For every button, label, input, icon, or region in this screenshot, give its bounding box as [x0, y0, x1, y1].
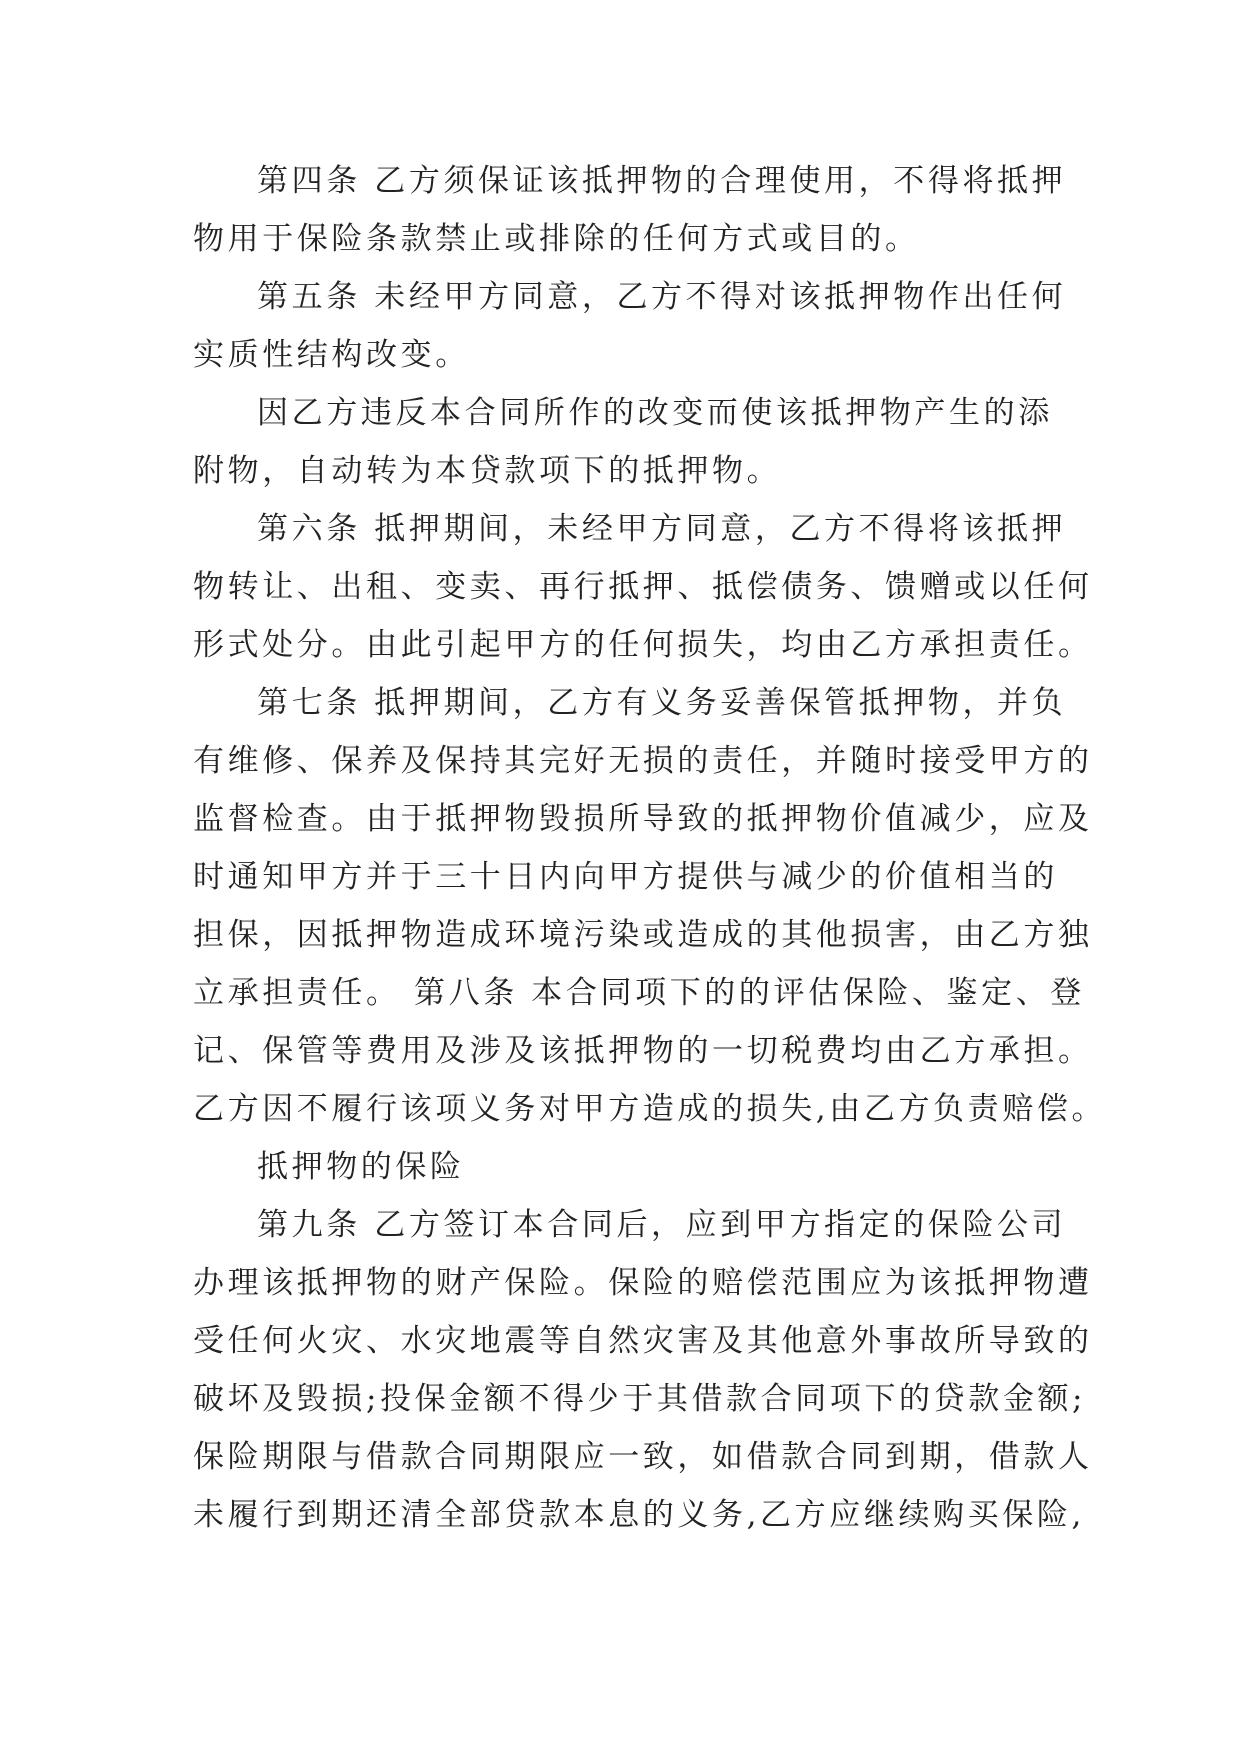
- text-line: 办理该抵押物的财产保险。保险的赔偿范围应为该抵押物遭: [193, 1265, 1093, 1301]
- text-line: 乙方因不履行该项义务对甲方造成的损失,由乙方负责赔偿。: [193, 1091, 1107, 1127]
- text-line: 保险期限与借款合同期限应一致，如借款合同到期，借款人: [193, 1439, 1093, 1475]
- text-line: 物转让、出租、变卖、再行抵押、抵偿债务、馈赠或以任何: [193, 569, 1093, 605]
- text-line: 第六条 抵押期间，未经甲方同意，乙方不得将该抵押: [257, 511, 1067, 547]
- text-line: 未履行到期还清全部贷款本息的义务,乙方应继续购买保险,: [193, 1497, 1085, 1533]
- text-line: 因乙方违反本合同所作的改变而使该抵押物产生的添: [257, 395, 1053, 431]
- text-line: 第七条 抵押期间，乙方有义务妥善保管抵押物，并负: [257, 685, 1067, 721]
- section-heading: 抵押物的保险: [257, 1149, 465, 1185]
- text-line: 物用于保险条款禁止或排除的任何方式或目的。: [193, 221, 920, 257]
- text-line: 监督检查。由于抵押物毁损所导致的抵押物价值减少，应及: [193, 801, 1093, 837]
- text-line: 附物，自动转为本贷款项下的抵押物。: [193, 453, 782, 489]
- text-line: 第五条 未经甲方同意，乙方不得对该抵押物作出任何: [257, 279, 1067, 315]
- text-line: 形式处分。由此引起甲方的任何损失，均由乙方承担责任。: [193, 627, 1093, 663]
- text-line: 担保，因抵押物造成环境污染或造成的其他损害，由乙方独: [193, 917, 1093, 953]
- text-line: 实质性结构改变。: [193, 337, 470, 373]
- text-line: 第四条 乙方须保证该抵押物的合理使用，不得将抵押: [257, 163, 1067, 199]
- text-line: 时通知甲方并于三十日内向甲方提供与减少的价值相当的: [193, 859, 1058, 895]
- text-line: 受任何火灾、水灾地震等自然灾害及其他意外事故所导致的: [193, 1323, 1093, 1359]
- text-line: 有维修、保养及保持其完好无损的责任，并随时接受甲方的: [193, 743, 1093, 779]
- document-body: [193, 152, 1107, 1544]
- text-line: 立承担责任。 第八条 本合同项下的的评估保险、鉴定、登: [193, 975, 1085, 1011]
- text-line: 第九条 乙方签订本合同后，应到甲方指定的保险公司: [257, 1207, 1067, 1243]
- text-line: 破坏及毁损;投保金额不得少于其借款合同项下的贷款金额;: [193, 1381, 1087, 1417]
- text-line: 记、保管等费用及涉及该抵押物的一切税费均由乙方承担。: [193, 1033, 1093, 1069]
